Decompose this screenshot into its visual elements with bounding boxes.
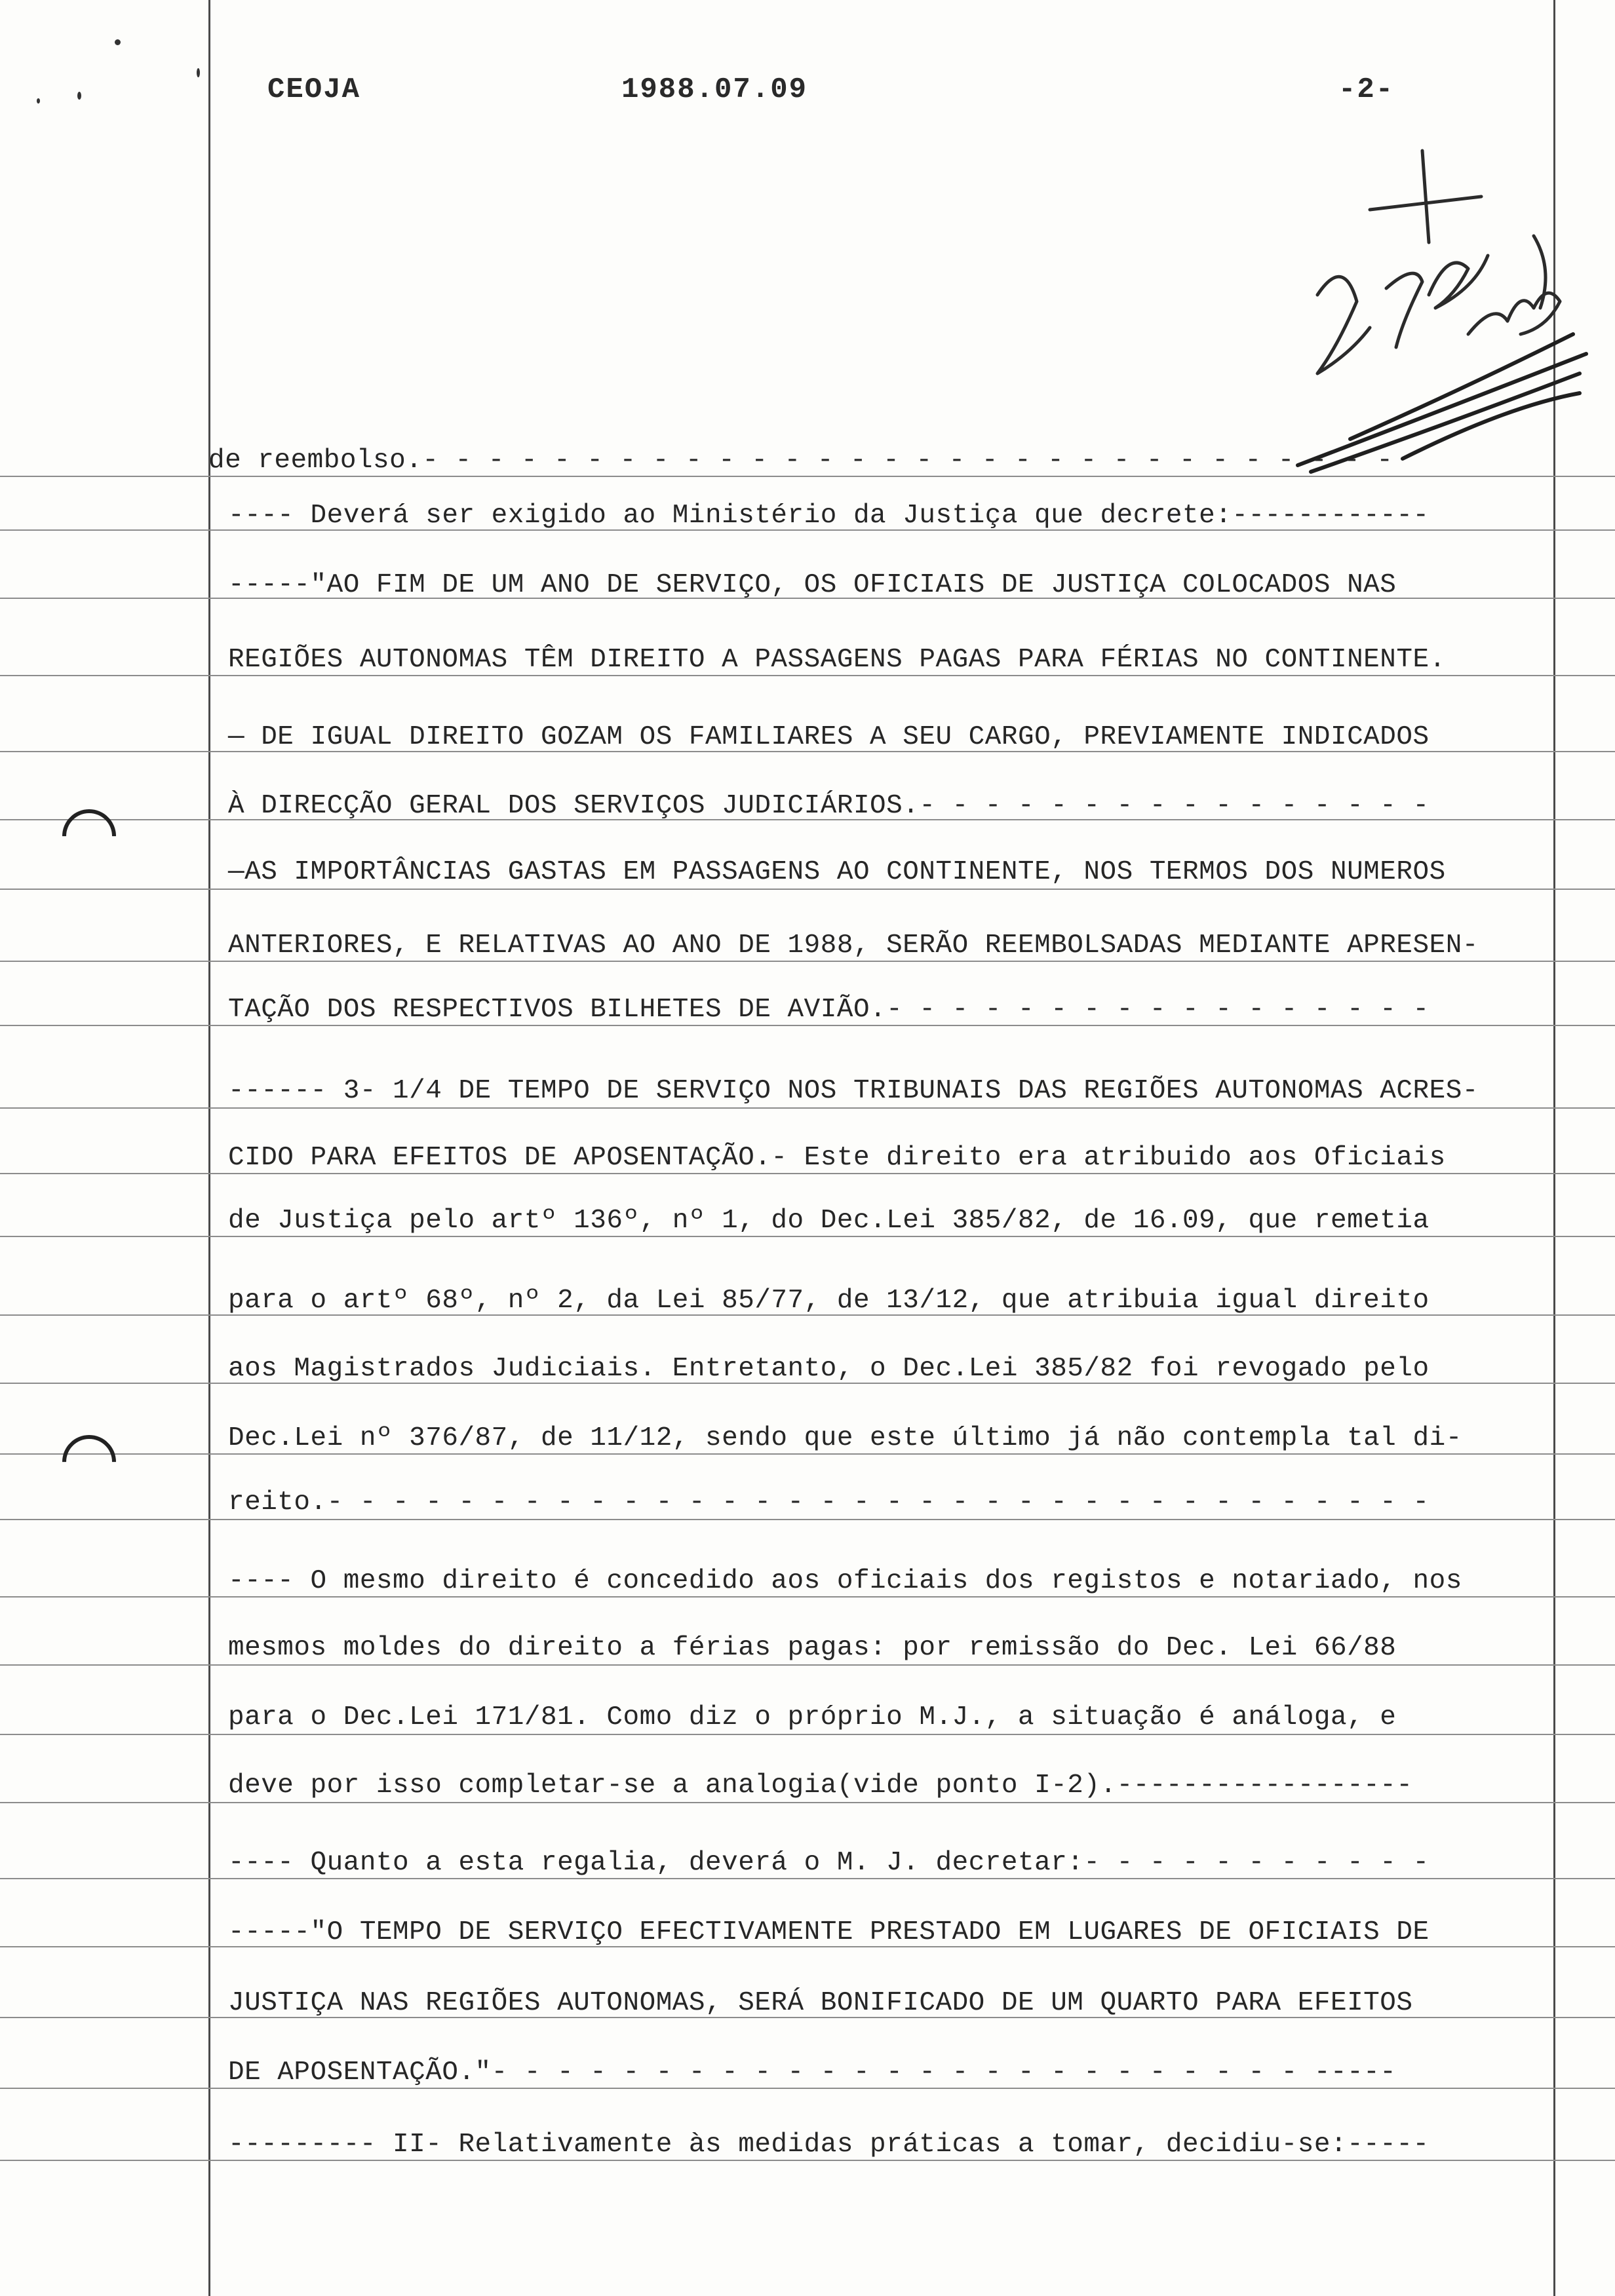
handwritten-signature (1272, 138, 1599, 478)
text-line: Dec.Lei nº 376/87, de 11/12, sendo que este último já não contempla tal di- (228, 1423, 1462, 1453)
text-line: para o artº 68º, nº 2, da Lei 85/77, de 13/12, que atribuia igual direito (228, 1286, 1430, 1316)
text-line: -----"O TEMPO DE SERVIÇO EFECTIVAMENTE PRESTADO EM LUGARES DE OFICIAIS DE (228, 1917, 1430, 1947)
text-line: de Justiça pelo artº 136º, nº 1, do Dec.Lei 385/82, de 16.09, que remetia (228, 1206, 1430, 1236)
text-line: ---- Quanto a esta regalia, deverá o M. J. decretar:- - - - - - - - - - - (228, 1848, 1430, 1878)
text-line: deve por isso completar-se a analogia(vide ponto I-2).------------------ (228, 1770, 1413, 1801)
text-line: ------ 3- 1/4 DE TEMPO DE SERVIÇO NOS TRIBUNAIS DAS REGIÕES AUTONOMAS ACRES- (228, 1076, 1479, 1106)
text-line: TAÇÃO DOS RESPECTIVOS BILHETES DE AVIÃO.- - - - - - - - - - - - - - - - - (228, 995, 1430, 1025)
text-line: reito.- - - - - - - - - - - - - - - - - - - - - - - - - - - - - - - - - - (228, 1487, 1430, 1518)
signature-stroke-seven-a (1317, 277, 1370, 373)
header-org: CEOJA (267, 73, 361, 106)
ruled-line (0, 1664, 1615, 1666)
ink-speck (77, 92, 81, 100)
ink-speck (37, 98, 40, 104)
punch-hole-mark (51, 1424, 127, 1500)
left-margin-line (208, 0, 210, 2296)
ruled-line (0, 1519, 1615, 1520)
ruled-line (0, 1802, 1615, 1803)
signature-stroke-cross-vertical (1422, 151, 1429, 242)
text-line: CIDO PARA EFEITOS DE APOSENTAÇÃO.- Este direito era atribuido aos Oficiais (228, 1143, 1446, 1173)
header-date: 1988.07.09 (621, 73, 808, 106)
signature-stroke-scribble (1468, 293, 1560, 334)
ink-speck (115, 39, 121, 45)
text-line: para o Dec.Lei 171/81. Como diz o próprio M.J., a situação é análoga, e (228, 1702, 1397, 1732)
text-line: de reembolso.- - - - - - - - - - - - - - - - - - - - - - - - - - - - - - (208, 446, 1393, 476)
signature-stroke-seven-b (1386, 273, 1422, 347)
ruled-line (0, 1734, 1615, 1735)
header-page-number: -2- (1338, 73, 1395, 106)
text-line: —AS IMPORTÂNCIAS GASTAS EM PASSAGENS AO CONTINENTE, NOS TERMOS DOS NUMEROS (228, 857, 1446, 887)
text-line: aos Magistrados Judiciais. Entretanto, o Dec.Lei 385/82 foi revogado pelo (228, 1354, 1430, 1384)
text-line: mesmos moldes do direito a férias pagas: por remissão do Dec. Lei 66/88 (228, 1633, 1397, 1663)
ink-speck (197, 68, 200, 77)
text-line: ---- Deverá ser exigido ao Ministério da Justiça que decrete:------------ (228, 501, 1430, 531)
ruled-line (0, 1107, 1615, 1109)
punch-hole-mark (51, 798, 127, 874)
text-line: REGIÕES AUTONOMAS TÊM DIREITO A PASSAGENS PAGAS PARA FÉRIAS NO CONTINENTE. (228, 645, 1446, 675)
text-line: JUSTIÇA NAS REGIÕES AUTONOMAS, SERÁ BONIFICADO DE UM QUARTO PARA EFEITOS (228, 1988, 1413, 2018)
text-line: -----"AO FIM DE UM ANO DE SERVIÇO, OS OFICIAIS DE JUSTIÇA COLOCADOS NAS (228, 570, 1397, 600)
signature-stroke-loop (1429, 256, 1488, 308)
text-line: ANTERIORES, E RELATIVAS AO ANO DE 1988, SERÃO REEMBOLSADAS MEDIANTE APRESEN- (228, 930, 1479, 961)
text-line: DE APOSENTAÇÃO."- - - - - - - - - - - - - - - - - - - - - - - - - ----- (228, 2057, 1397, 2088)
text-line: --------- II- Relativamente às medidas práticas a tomar, decidiu-se:----- (228, 2130, 1430, 2160)
text-line: — DE IGUAL DIREITO GOZAM OS FAMILIARES A SEU CARGO, PREVIAMENTE INDICADOS (228, 722, 1430, 752)
ruled-line (0, 889, 1615, 890)
text-line: À DIRECÇÃO GERAL DOS SERVIÇOS JUDICIÁRIOS.- - - - - - - - - - - - - - - - (228, 791, 1430, 821)
text-line: ---- O mesmo direito é concedido aos oficiais dos registos e notariado, nos (228, 1566, 1462, 1596)
